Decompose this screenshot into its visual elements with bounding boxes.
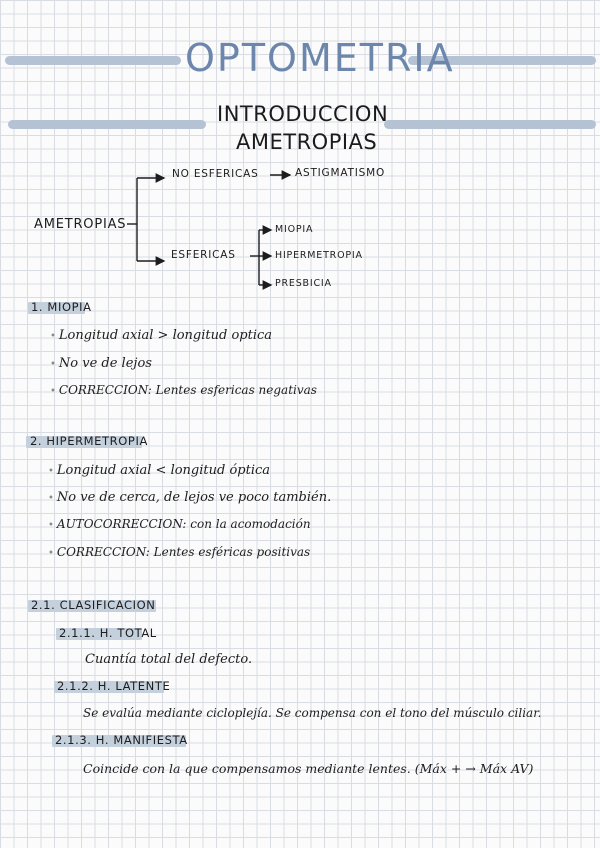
page-title: OPTOMETRIA bbox=[185, 36, 455, 80]
tree-node-no-esfericas: NO ESFERICAS bbox=[172, 168, 259, 180]
tree-node-presbicia: PRESBICIA bbox=[275, 278, 332, 289]
subheading-h-latente: 2.1.2. H. LATENTE bbox=[57, 679, 171, 693]
tree-root-ametropias: AMETROPIAS bbox=[34, 217, 127, 232]
section-heading-clasificacion: 2.1. CLASIFICACION bbox=[31, 598, 156, 612]
bullet-icon: • bbox=[48, 493, 54, 504]
bullet-icon: • bbox=[48, 548, 54, 559]
list-item: • Longitud axial > longitud optica bbox=[50, 328, 273, 343]
tree-node-miopia: MIOPIA bbox=[275, 224, 314, 235]
subheading-h-total: 2.1.1. H. TOTAL bbox=[59, 626, 157, 640]
bullet-icon: • bbox=[50, 359, 56, 370]
tree-node-hipermetropia: HIPERMETROPIA bbox=[275, 250, 363, 261]
text-h-latente: Se evalúa mediante cicloplejía. Se compensa con el tono del músculo ciliar. bbox=[83, 706, 542, 720]
text-h-manifiesta: Coincide con la que compensamos mediante lentes. (Máx + → Máx AV) bbox=[83, 761, 534, 776]
subtitle-ametropias: AMETROPIAS bbox=[236, 130, 378, 154]
tree-node-astigmatismo: ASTIGMATISMO bbox=[295, 167, 386, 179]
list-item: • No ve de cerca, de lejos ve poco también. bbox=[48, 490, 332, 505]
bullet-icon: • bbox=[50, 386, 56, 397]
tree-node-esfericas: ESFERICAS bbox=[171, 249, 236, 261]
list-item: • Longitud axial < longitud óptica bbox=[48, 463, 271, 478]
bullet-icon: • bbox=[48, 520, 54, 531]
subtitle-introduccion: INTRODUCCION bbox=[217, 102, 389, 126]
bullet-icon: • bbox=[48, 466, 54, 477]
subheading-h-manifiesta: 2.1.3. H. MANIFIESTA bbox=[55, 733, 188, 747]
text-h-total: Cuantía total del defecto. bbox=[85, 652, 253, 667]
list-item: • AUTOCORRECCION: con la acomodación bbox=[48, 517, 311, 531]
list-item: • CORRECCION: Lentes esféricas positivas bbox=[48, 545, 311, 559]
section-heading-miopia: 1. MIOPIA bbox=[31, 300, 92, 314]
bullet-icon: • bbox=[50, 331, 56, 342]
list-item: • CORRECCION: Lentes esfericas negativas bbox=[50, 383, 317, 397]
list-item: • No ve de lejos bbox=[50, 356, 152, 371]
section-heading-hipermetropia: 2. HIPERMETROPIA bbox=[30, 434, 148, 448]
